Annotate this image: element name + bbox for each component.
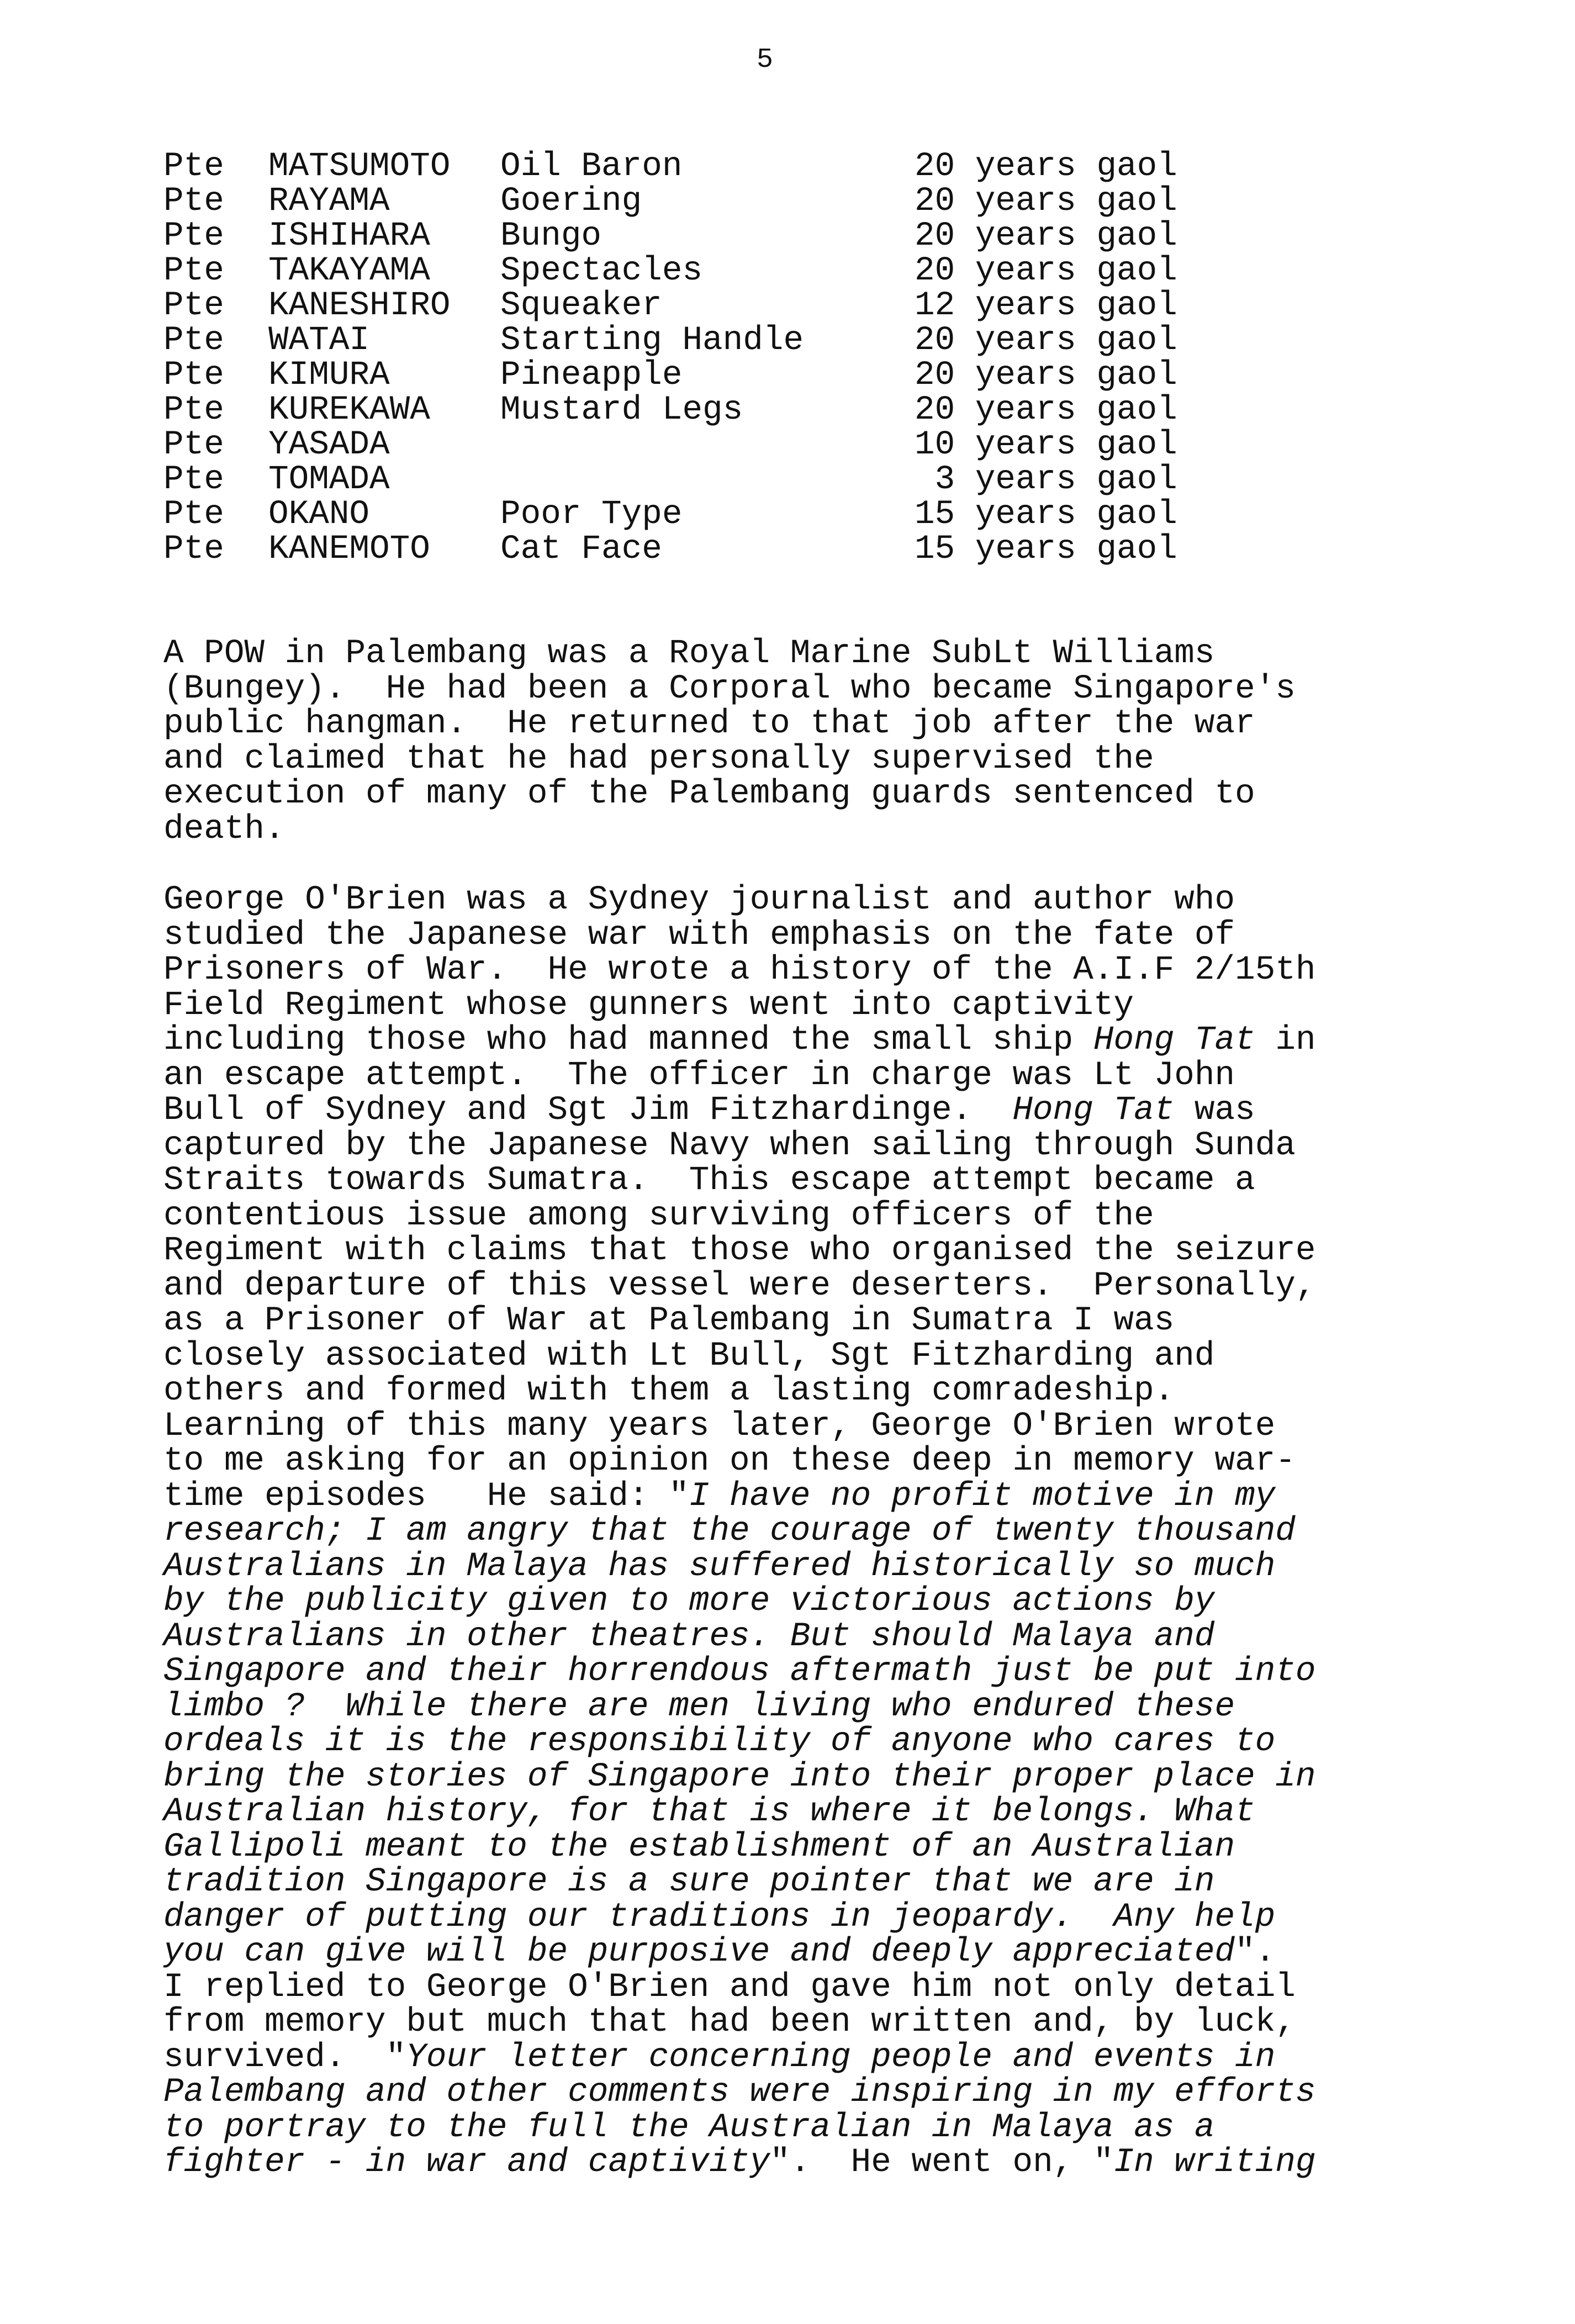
text-line (163, 1757, 1400, 1796)
sentence-cell: 15 years gaol (915, 530, 1177, 568)
text-run: closely associated with Lt Bull, Sgt Fitzharding and (163, 1337, 1215, 1375)
italic-text: fighter - in war and captivity (163, 2143, 770, 2182)
nickname-cell: Mustard Legs (500, 391, 743, 429)
rank-cell: Pte (163, 182, 224, 220)
text-line (163, 1266, 1400, 1305)
sentence-cell: 20 years gaol (915, 252, 1177, 290)
italic-text: Hong Tat (1012, 1091, 1175, 1129)
text-line (163, 1584, 1400, 1619)
text-line (163, 1514, 1400, 1549)
name-cell: YASADA (268, 426, 390, 464)
text-run: time episodes He said: " (163, 1477, 689, 1515)
italic-text: Australians in Malaya has suffered historically so much (163, 1547, 1276, 1586)
name-cell: RAYAMA (268, 182, 390, 220)
text-line (163, 1233, 1400, 1269)
sentence-cell: 10 years gaol (915, 426, 1177, 464)
italic-text: you can give will be purposive and deeply appreciated (163, 1933, 1235, 1971)
text-line: and claimed that he had personally supervised the (163, 740, 1154, 778)
text-line (163, 918, 1400, 953)
sentence-cell: 20 years gaol (915, 217, 1177, 255)
paragraph-obrien (163, 883, 1400, 2180)
rank-cell: Pte (163, 495, 224, 534)
text-run: as a Prisoner of War at Palembang in Sumatra I was (163, 1302, 1175, 1340)
nickname-cell: Squeaker (500, 287, 662, 325)
italic-text: In writing (1113, 2143, 1316, 2182)
sentence-cell: 3 years gaol (915, 461, 1177, 499)
name-cell: KANEMOTO (268, 530, 430, 568)
nickname-cell: Poor Type (500, 495, 683, 534)
text-line: A POW in Palembang was a Royal Marine SubLt Williams (163, 635, 1215, 673)
text-line (163, 1724, 1400, 1760)
text-run: ". He went on, " (770, 2143, 1114, 2182)
italic-text: Gallipoli meant to the establishment of an Australian (163, 1827, 1235, 1866)
text-run: studied the Japanese war with emphasis on the fate of (163, 916, 1235, 954)
name-cell: TAKAYAMA (268, 252, 430, 290)
sentence-cell: 12 years gaol (915, 287, 1177, 325)
sentence-cell: 20 years gaol (915, 182, 1177, 220)
name-cell: TOMADA (268, 461, 390, 499)
italic-text: bring the stories of Singapore into their proper place in (163, 1757, 1316, 1796)
text-run: ". (1235, 1933, 1276, 1971)
text-line (163, 2145, 1400, 2180)
nickname-cell: Pineapple (500, 356, 683, 394)
text-line (163, 1970, 1400, 2005)
text-line (163, 1900, 1400, 1935)
text-line (163, 1654, 1400, 1689)
text-line (163, 1198, 1400, 1234)
nickname-cell: Spectacles (500, 252, 703, 290)
nickname-cell: Bungo (500, 217, 602, 255)
text-line (163, 1128, 1400, 1164)
text-run: from memory but much that had been written and, by luck, (163, 2003, 1296, 2041)
text-line (163, 1023, 1400, 1058)
sentence-cell: 20 years gaol (915, 147, 1177, 186)
text-run: Regiment with claims that those who organised the seizure (163, 1232, 1316, 1270)
sentence-cell: 20 years gaol (915, 321, 1177, 360)
italic-text: I have no profit motive in my (689, 1477, 1276, 1515)
rank-cell: Pte (163, 287, 224, 325)
text-line (163, 1163, 1400, 1198)
italic-text: Palembang and other comments were inspiring in my efforts (163, 2073, 1316, 2111)
italic-text: danger of putting our traditions in jeopardy. Any help (163, 1898, 1276, 1936)
nickname-cell: Starting Handle (500, 321, 804, 360)
text-line (163, 2005, 1400, 2040)
paragraph-hangman (163, 636, 1400, 847)
text-run: including those who had manned the small ship (163, 1021, 1093, 1059)
text-line (163, 1619, 1400, 1655)
text-run: Learning of this many years later, George O'Brien wrote (163, 1407, 1276, 1445)
text-run: George O'Brien was a Sydney journalist and author who (163, 881, 1235, 919)
page-number: 5 (757, 44, 774, 76)
rank-cell: Pte (163, 356, 224, 394)
text-line (163, 1303, 1400, 1339)
text-line (163, 2110, 1400, 2146)
rank-cell: Pte (163, 147, 224, 186)
text-line (163, 1935, 1400, 1970)
name-cell: KIMURA (268, 356, 390, 394)
italic-text: Singapore and their horrendous aftermath just be put into (163, 1652, 1316, 1691)
text-run: captured by the Japanese Navy when sailing through Sunda (163, 1126, 1296, 1165)
text-run: Straits towards Sumatra. This escape attempt became a (163, 1161, 1255, 1200)
rank-cell: Pte (163, 426, 224, 464)
text-line: public hangman. He returned to that job after the war (163, 705, 1255, 743)
text-run: Prisoners of War. He wrote a history of the A.I.F 2/15th (163, 951, 1316, 989)
text-line (163, 1689, 1400, 1725)
text-line (163, 1827, 1400, 1866)
name-cell: ISHIHARA (268, 217, 430, 255)
text-line (163, 953, 1400, 988)
italic-text: Hong Tat (1093, 1021, 1255, 1059)
text-line (163, 1865, 1400, 1900)
text-run: others and formed with them a lasting comradeship. (163, 1372, 1175, 1410)
name-cell: MATSUMOTO (268, 147, 451, 186)
text-line (163, 988, 1400, 1023)
text-line (163, 2075, 1400, 2110)
sentence-cell: 20 years gaol (915, 356, 1177, 394)
text-line (163, 1444, 1400, 1479)
name-cell: KUREKAWA (268, 391, 430, 429)
sentence-cell: 15 years gaol (915, 495, 1177, 534)
text-run: and departure of this vessel were deserters. Personally, (163, 1266, 1316, 1305)
text-line (163, 1339, 1400, 1374)
italic-text: by the publicity given to more victorious actions by (163, 1582, 1215, 1620)
nickname-cell: Oil Baron (500, 147, 683, 186)
text-line (163, 1549, 1400, 1584)
italic-text: Australian history, for that is where it belongs. What (163, 1793, 1255, 1831)
italic-text: Australians in other theatres. But should Malaya and (163, 1617, 1215, 1656)
text-line (163, 2040, 1400, 2075)
name-cell: OKANO (268, 495, 370, 534)
text-run: an escape attempt. The officer in charge was Lt John (163, 1056, 1235, 1095)
name-cell: WATAI (268, 321, 370, 360)
nickname-cell: Cat Face (500, 530, 662, 568)
text-line: execution of many of the Palembang guards sentenced to (163, 775, 1255, 813)
rank-cell: Pte (163, 321, 224, 360)
rank-cell: Pte (163, 391, 224, 429)
text-line (163, 1479, 1400, 1514)
text-run: survived. " (163, 2038, 406, 2077)
name-cell: KANESHIRO (268, 287, 451, 325)
text-line (163, 1409, 1400, 1444)
text-line (163, 1794, 1400, 1830)
text-line (163, 883, 1400, 918)
text-line (163, 1374, 1400, 1409)
rank-cell: Pte (163, 252, 224, 290)
text-run: Bull of Sydney and Sgt Jim Fitzhardinge. (163, 1091, 1013, 1129)
sentence-cell: 20 years gaol (915, 391, 1177, 429)
text-line: death. (163, 810, 285, 848)
italic-text: limbo ? While there are men living who endured these (163, 1687, 1235, 1726)
text-run: was (1174, 1091, 1255, 1129)
text-run: to me asking for an opinion on these deep in memory war- (163, 1442, 1296, 1480)
rank-cell: Pte (163, 530, 224, 568)
italic-text: research; I am angry that the courage of twenty thousand (163, 1512, 1296, 1550)
text-run: contentious issue among surviving officers of the (163, 1196, 1154, 1235)
italic-text: ordeals it is the responsibility of anyone who cares to (163, 1723, 1276, 1761)
text-run: in (1255, 1021, 1316, 1059)
text-line (163, 1093, 1400, 1128)
text-line: (Bungey). He had been a Corporal who became Singapore's (163, 669, 1296, 708)
text-run: Field Regiment whose gunners went into captivity (163, 986, 1134, 1024)
italic-text: tradition Singapore is a sure pointer that we are in (163, 1863, 1215, 1901)
rank-cell: Pte (163, 217, 224, 255)
italic-text: Your letter concerning people and events in (406, 2038, 1276, 2077)
nickname-cell: Goering (500, 182, 642, 220)
rank-cell: Pte (163, 461, 224, 499)
italic-text: to portray to the full the Australian in Malaya as a (163, 2108, 1215, 2147)
text-run: I replied to George O'Brien and gave him not only detail (163, 1968, 1296, 2006)
text-line (163, 1058, 1400, 1094)
